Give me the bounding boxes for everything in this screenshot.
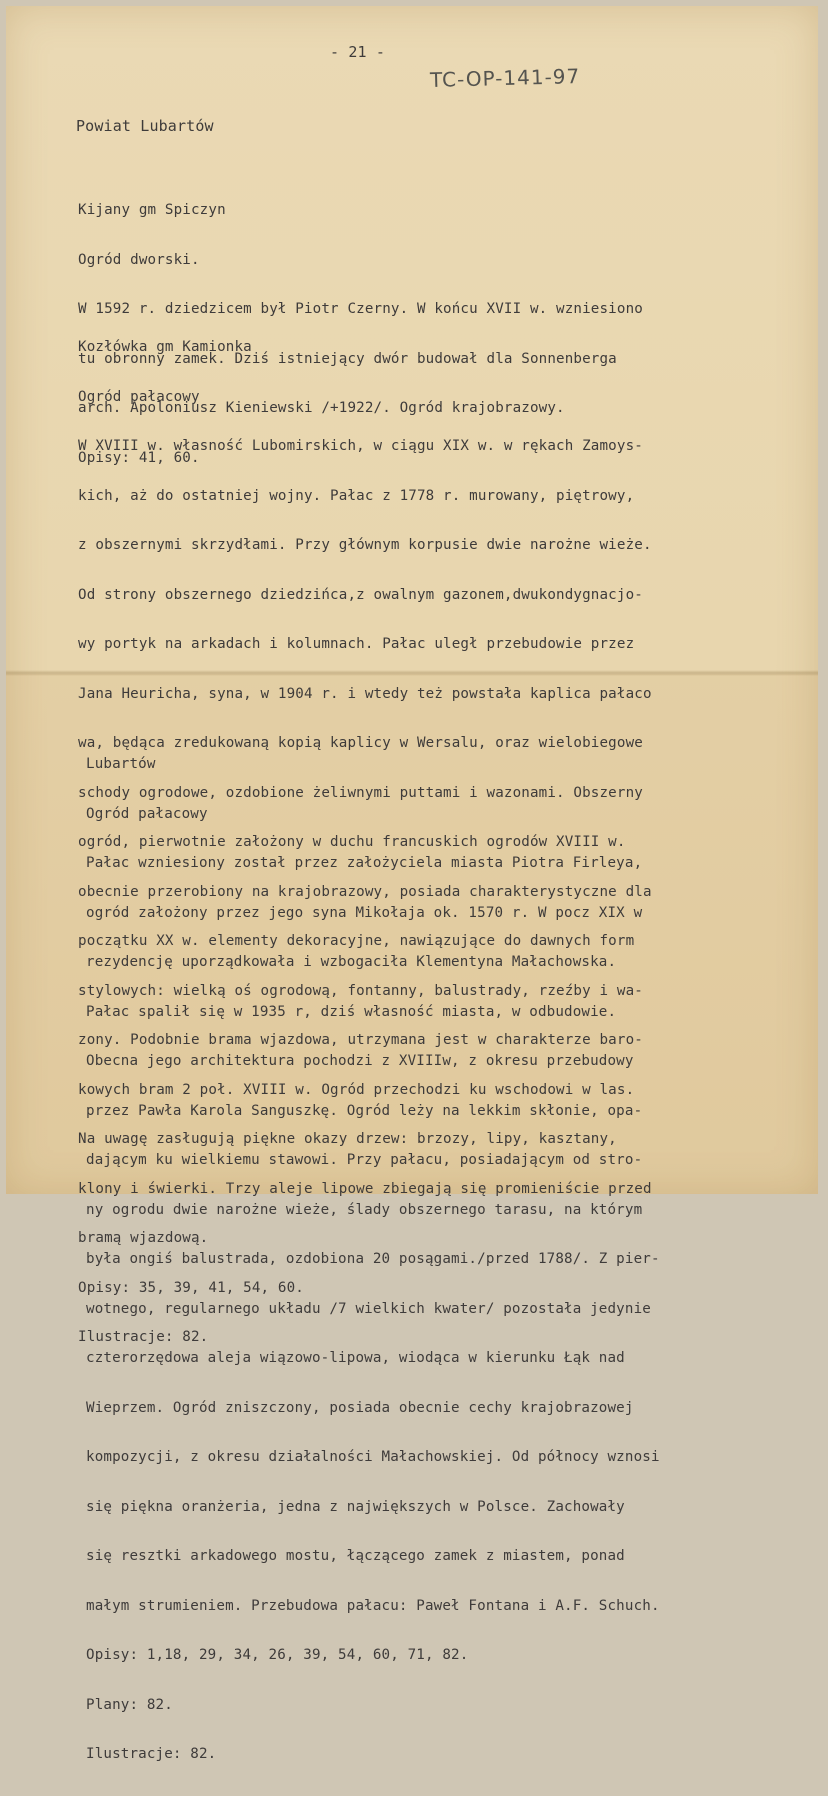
entry-line: ny ogrodu dwie narożne wieże, ślady obszernego tarasu, na którym [86,1201,643,1218]
entry-line: Ogród pałacowy [78,388,200,405]
entry-line: Ogród dworski. [78,251,200,268]
entry-line: się piękna oranżeria, jedna z największych w Polsce. Zachowały [86,1498,625,1515]
entry-line: była ongiś balustrada, ozdobiona 20 posągami./przed 1788/. Z pier- [86,1251,660,1267]
entry-line: ogród, pierwotnie założony w duchu francuskich ogrodów XVIII w. [78,834,626,850]
entry-line: Ilustracje: 82. [86,1746,217,1762]
entry-line: wotnego, regularnego układu /7 wielkich kwater/ pozostała jedynie [86,1300,651,1317]
handwritten-reference-number: TC-OP-141-97 [429,64,581,92]
entry-line: wy portyk na arkadach i kolumnach. Pałac uległ przebudowie przez [78,636,635,652]
entry-line: Opisy: 35, 39, 41, 54, 60. [78,1279,304,1296]
entry-line: zony. Podobnie brama wjazdowa, utrzymana jest w charakterze baro- [78,1032,643,1048]
entry-line: kich, aż do ostatniej wojny. Pałac z 1778 r. murowany, piętrowy, [78,487,635,504]
entry-line: początku XX w. elementy dekoracyjne, nawiązujące do dawnych form [78,933,635,949]
entry-line: Ogród pałacowy [86,805,208,822]
document-page [6,6,818,1762]
entry-line: klony i świerki. Trzy aleje lipowe zbiegają się promieniście przed [78,1180,652,1197]
entry-line: Pałac wzniesiony został przez założyciela miasta Piotra Firleya, [86,855,643,871]
entry-line: małym strumieniem. Przebudowa pałacu: Paweł Fontana i A.F. Schuch. [86,1597,660,1614]
entry-line: dającym ku wielkiemu stawowi. Przy pałacu, posiadającym od stro- [86,1152,643,1168]
entry-line: Opisy: 41, 60. [78,449,200,466]
entry-line: Lubartów [86,756,156,772]
entry-line: Wieprzem. Ogród zniszczony, posiada obecnie cechy krajobrazowej [86,1399,634,1416]
entry-line: kowych bram 2 poł. XVIII w. Ogród przechodzi ku wschodowi w las. [78,1081,635,1098]
district-heading: Powiat Lubartów [76,117,214,135]
entry-line: przez Pawła Karola Sanguszkę. Ogród leży na lekkim skłonie, opa- [86,1102,643,1119]
entry-line: Opisy: 1,18, 29, 34, 26, 39, 54, 60, 71, 82. [86,1647,469,1663]
entry-line: Plany: 82. [86,1696,173,1713]
entry-line: wa, będąca zredukowaną kopią kaplicy w Wersalu, oraz wielobiegowe [78,735,643,751]
entry-line: się resztki arkadowego mostu, łączącego zamek z miastem, ponad [86,1548,625,1564]
entry-line: Kijany gm Spiczyn [78,202,226,218]
entry-line: W XVIII w. własność Lubomirskich, w ciągu XIX w. w rękach Zamoys- [78,438,643,454]
entry-line: bramą wjazdową. [78,1230,209,1246]
entry-line: Ilustracje: 82. [78,1329,209,1345]
entry-line: czterorzędowa aleja wiązowo-lipowa, wiodąca w kierunku Łąk nad [86,1350,625,1366]
entry-line: Od strony obszernego dziedzińca,z owalnym gazonem,dwukondygnacjo- [78,586,643,603]
entry-line: W 1592 r. dziedzicem był Piotr Czerny. W końcu XVII w. wzniesiono [78,301,643,317]
entry-line: Obecna jego architektura pochodzi z XVIIIw, z okresu przebudowy [86,1053,634,1069]
entry-lubartow [86,723,660,1796]
entry-line: Kozłówka gm Kamionka [78,339,252,355]
entry-line: ogród założony przez jego syna Mikołaja ok. 1570 r. W pocz XIX w [86,904,643,921]
entry-line: stylowych: wielką oś ogrodową, fontanny, balustrady, rzeźby i wa- [78,982,643,999]
entry-line: arch. Apoloniusz Kieniewski /+1922/. Ogród krajobrazowy. [78,400,565,416]
page-number: - 21 - [330,43,386,61]
entry-line: Jana Heuricha, syna, w 1904 r. i wtedy też powstała kaplica pałaco [78,685,652,702]
entry-line: tu obronny zamek. Dziś istniejący dwór budował dla Sonnenberga [78,350,617,367]
entry-line: Na uwagę zasługują piękne okazy drzew: brzozy, lipy, kasztany, [78,1131,617,1147]
entry-line: rezydencję uporządkowała i wzbogaciła Klementyna Małachowska. [86,954,617,970]
entry-line: Pałac spalił się w 1935 r, dziś własność miasta, w odbudowie. [86,1003,617,1020]
entry-line: kompozycji, z okresu działalności Małachowskiej. Od północy wznosi [86,1449,660,1465]
entry-line: schody ogrodowe, ozdobione żeliwnymi puttami i wazonami. Obszerny [78,784,643,801]
entry-line: z obszernymi skrzydłami. Przy głównym korpusie dwie narożne wieże. [78,537,652,553]
entry-line: obecnie przerobiony na krajobrazowy, posiada charakterystyczne dla [78,883,652,900]
